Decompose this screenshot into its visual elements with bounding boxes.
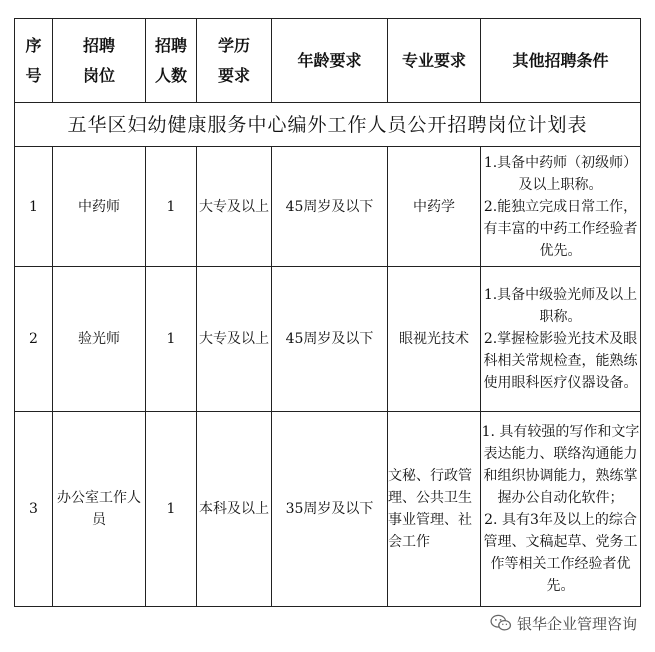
header-other-conditions: 其他招聘条件: [481, 19, 641, 103]
row-post: 中药师: [53, 147, 146, 267]
header-education: 学历 要求: [197, 19, 272, 103]
row-post: 办公室工作人员: [53, 412, 146, 607]
table-title: 五华区妇幼健康服务中心编外工作人员公开招聘岗位计划表: [15, 103, 641, 147]
row-post: 验光师: [53, 267, 146, 412]
row-education: 本科及以上: [197, 412, 272, 607]
row-major: 文秘、行政管理、公共卫生事业管理、社会工作: [388, 412, 481, 607]
row-conditions: [481, 147, 641, 267]
row-age: 45周岁及以下: [272, 147, 388, 267]
watermark-text: 银华企业管理咨询: [516, 614, 637, 633]
row-education: 大专及以上: [197, 267, 272, 412]
row-age: 35周岁及以下: [272, 412, 388, 607]
row-count: 1: [146, 267, 197, 412]
header-major: 专业要求: [388, 19, 481, 103]
table-row: [15, 267, 641, 412]
row-seq: 2: [15, 267, 53, 412]
table-row: [15, 412, 641, 607]
header-seq: 序 号: [15, 19, 53, 103]
row-seq: 3: [15, 412, 53, 607]
table-row: [15, 147, 641, 267]
condition-item: 1.具备中级验光师及以上职称。: [483, 287, 638, 325]
condition-item: 2.掌握检影验光技术及眼科相关常规检查，能熟练使用眼科医疗仪器设备。: [483, 331, 638, 391]
condition-item: 2.能独立完成日常工作，有丰富的中药工作经验者优先。: [483, 198, 638, 259]
header-age: 年龄要求: [272, 19, 388, 103]
row-major: 眼视光技术: [388, 267, 481, 412]
row-age: 45周岁及以下: [272, 267, 388, 412]
row-count: 1: [146, 412, 197, 607]
watermark: [490, 612, 637, 634]
header-post: 招聘 岗位: [53, 19, 146, 103]
condition-item: 2. 具有3年及以上的综合管理、文稿起草、党务工作等相关工作经验者优先。: [483, 512, 638, 594]
condition-item: 1. 具有较强的写作和文字表达能力、联络沟通能力和组织协调能力，熟练掌握办公自动化软件；: [481, 424, 640, 506]
row-seq: 1: [15, 147, 53, 267]
header-count: 招聘 人数: [146, 19, 197, 103]
row-count: 1: [146, 147, 197, 267]
row-major: 中药学: [388, 147, 481, 267]
row-conditions: [481, 267, 641, 412]
recruitment-table: [14, 18, 641, 607]
wechat-icon: [490, 614, 512, 632]
row-conditions: [481, 412, 641, 607]
condition-item: 1.具备中药师（初级师）及以上职称。: [483, 154, 638, 193]
row-education: 大专及以上: [197, 147, 272, 267]
